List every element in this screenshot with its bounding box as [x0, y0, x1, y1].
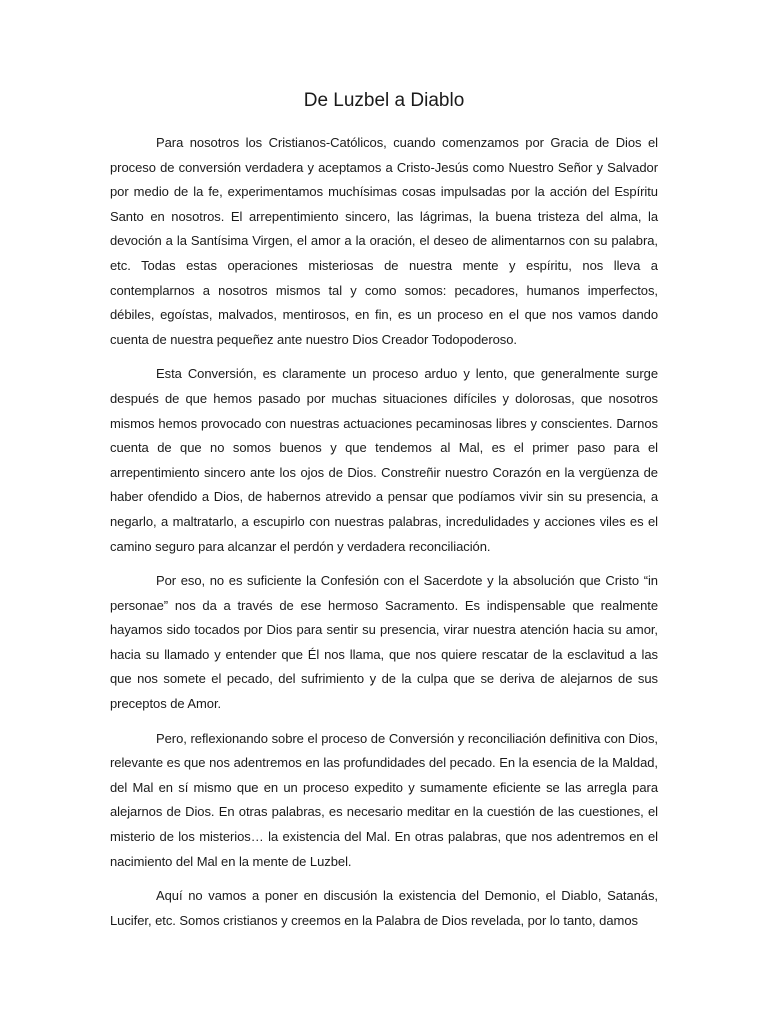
paragraph-3: Por eso, no es suficiente la Confesión con el Sacerdote y la absolución que Cristo “in personae” nos da a través de ese hermoso Sacramento. Es indispensable que realmente hayamos sido tocados por Dios para sentir su presencia, virar nuestra atención hacia su amor, hacia su llamado y entender que Él nos llama, que nos quiere rescatar de la esclavitud a las que nos somete el pecado, del sufrimiento y de la culpa que se deriva de alejarnos de sus preceptos de Amor. — [110, 573, 658, 712]
paragraph-5: Aquí no vamos a poner en discusión la existencia del Demonio, el Diablo, Satanás, Lucifer, etc. Somos cristianos y creemos en la Palabra de Dios revelada, por lo tanto, damos — [110, 888, 658, 928]
document-page — [110, 0, 658, 1024]
document-body — [110, 131, 658, 933]
page-title: De Luzbel a Diablo — [303, 90, 465, 111]
paragraph-1: Para nosotros los Cristianos-Católicos, cuando comenzamos por Gracia de Dios el proceso de conversión verdadera y aceptamos a Cristo-Jesús como Nuestro Señor y Salvador por medio de la fe, experimentamos muchísimas cosas impulsadas por la acción del Espíritu Santo en nosotros. El arrepentimiento sincero, las lágrimas, la buena tristeza del alma, la devoción a la Santísima Virgen, el amor a la oración, el deseo de alimentarnos con su palabra, etc. Todas estas operaciones misteriosas de nuestra mente y espíritu, nos lleva a contemplarnos a nosotros mismos tal y como somos: pecadores, humanos imperfectos, débiles, egoístas, malvados, mentirosos, en fin, es un proceso en el que nos vamos dando cuenta de nuestra pequeñez ante nuestro Dios Creador Todopoderoso. — [110, 135, 658, 347]
paragraph-4: Pero, reflexionando sobre el proceso de Conversión y reconciliación definitiva con Dios, relevante es que nos adentremos en las profundidades del pecado. En la esencia de la Maldad, del Mal en sí mismo que en un proceso expedito y sumamente eficiente se las arregla para alejarnos de Dios. En otras palabras, es necesario meditar en la cuestión de las cuestiones, el misterio de los misterios… la existencia del Mal. En otras palabras, que nos adentremos en el nacimiento del Mal en la mente de Luzbel. — [110, 730, 658, 869]
paragraph-2: Esta Conversión, es claramente un proceso arduo y lento, que generalmente surge después de que hemos pasado por muchas situaciones difíciles y dolorosas, que nosotros mismos hemos provocado con nuestras actuaciones pecaminosas libres y conscientes. Darnos cuenta de que no somos buenos y que tendemos al Mal, es el primer paso para el arrepentimiento sincero ante los ojos de Dios. Constreñir nuestro Corazón en la vergüenza de haber ofendido a Dios, de habernos atrevido a pensar que podíamos vivir sin su presencia, a negarlo, a maltratarlo, a escupirlo con nuestras palabras, incredulidades y acciones viles es el camino seguro para alcanzar el perdón y verdadera reconciliación. — [110, 366, 658, 554]
